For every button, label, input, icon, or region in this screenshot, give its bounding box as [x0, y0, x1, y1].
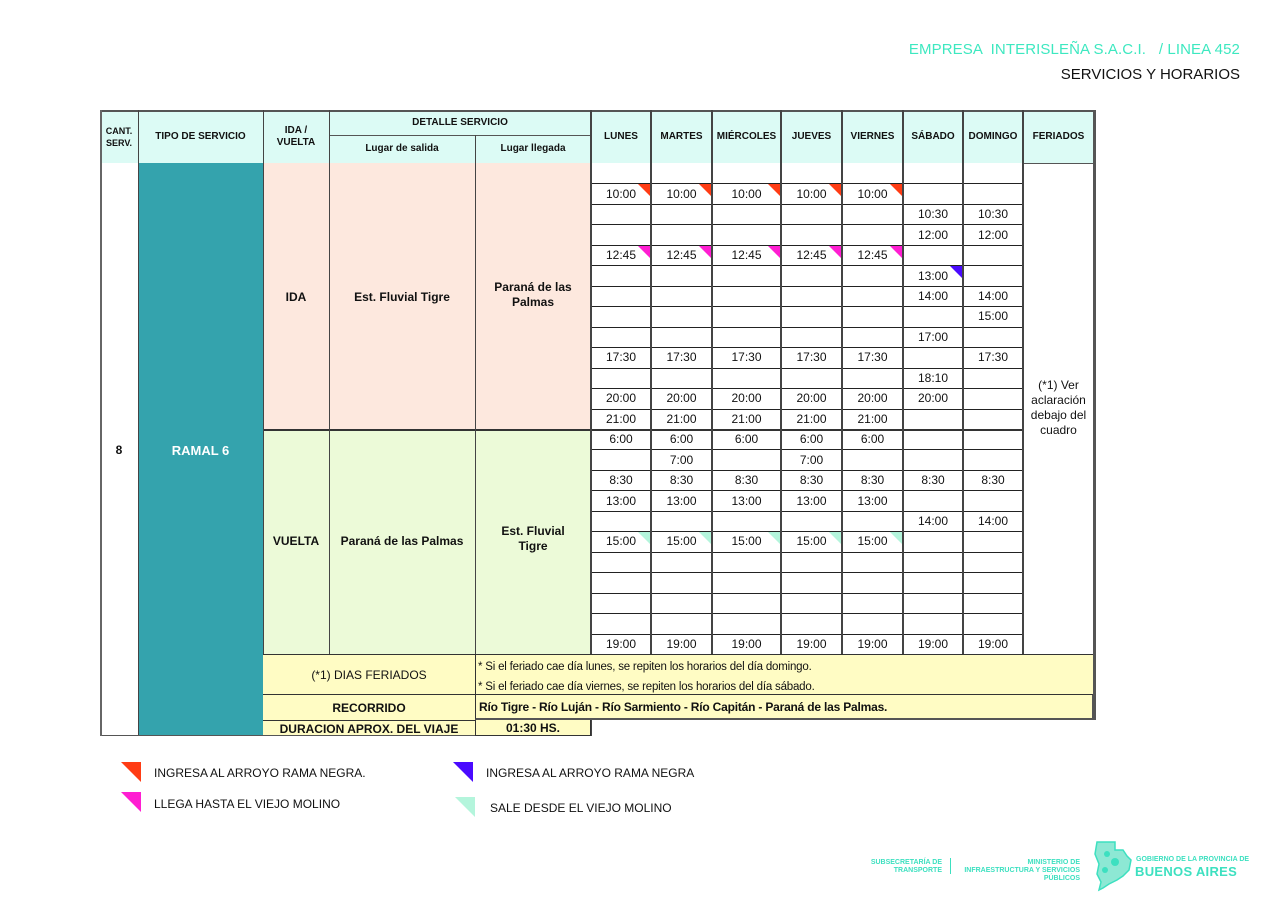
vuelta-time-cell: 13:00	[781, 490, 842, 510]
vuelta-time-cell: 19:00	[781, 634, 842, 654]
vuelta-time-cell	[712, 572, 781, 592]
header-day-label: MIÉRCOLES	[716, 130, 777, 142]
vuelta-time-cell	[651, 552, 712, 572]
vuelta-time-cell	[963, 613, 1023, 633]
ida-time-cell	[651, 163, 712, 183]
ida-time-cell	[591, 286, 651, 306]
column-line	[902, 110, 904, 654]
row-line	[591, 265, 1023, 266]
row-line	[591, 306, 1023, 307]
ida-time-cell: 12:45	[712, 245, 781, 265]
ida-time-cell: 12:00	[903, 224, 963, 244]
ida-time-cell	[591, 327, 651, 347]
column-line	[962, 110, 964, 654]
vuelta-time-cell: 8:30	[842, 470, 903, 490]
ida-time-cell	[651, 327, 712, 347]
vuelta-time-cell	[963, 552, 1023, 572]
vuelta-time-cell: 15:00	[781, 531, 842, 551]
ida-time-cell: 13:00	[903, 265, 963, 285]
row-line	[591, 572, 1023, 573]
vuelta-time-cell	[903, 449, 963, 469]
ida-time-cell	[651, 204, 712, 224]
ida-time-cell: 12:45	[781, 245, 842, 265]
ida-time-cell	[903, 183, 963, 203]
ida-time-cell: 21:00	[842, 409, 903, 429]
ida-time-cell	[842, 368, 903, 388]
ida-time-cell	[903, 347, 963, 367]
legend-label: INGRESA AL ARROYO RAMA NEGRA.	[154, 766, 366, 780]
ida-time-cell: 12:45	[651, 245, 712, 265]
vuelta-time-cell	[903, 490, 963, 510]
vuelta-time-cell	[781, 552, 842, 572]
ida-time-cell	[963, 245, 1023, 265]
ida-time-cell	[963, 163, 1023, 183]
vuelta-time-cell	[712, 449, 781, 469]
ida-time-cell: 20:00	[781, 388, 842, 408]
column-line	[780, 110, 782, 654]
vuelta-salida: Paraná de las Palmas	[340, 534, 464, 548]
header-ida-vuelta	[263, 110, 329, 163]
vuelta-time-cell: 19:00	[842, 634, 903, 654]
ida-time-cell	[781, 163, 842, 183]
ida-time-cell	[781, 306, 842, 326]
vuelta-time-cell: 19:00	[903, 634, 963, 654]
ministerio-logo-text: MINISTERIO DE INFRAESTRUCTURA Y SERVICIOS PÚBLICOS	[964, 859, 1080, 882]
column-line	[138, 110, 139, 736]
vuelta-time-cell	[651, 511, 712, 531]
header-day-label: JUEVES	[791, 130, 832, 142]
column-line	[329, 110, 330, 135]
table-border	[1093, 110, 1095, 720]
ida-time-cell	[842, 224, 903, 244]
viejo-molino-llega-legend-icon	[121, 792, 141, 812]
company-title: EMPRESA INTERISLEÑA S.A.C.I. / LINEA 452	[908, 41, 1240, 58]
ida-time-cell	[781, 327, 842, 347]
vuelta-time-cell	[651, 572, 712, 592]
header-tipo-servicio	[138, 110, 263, 163]
ida-time-cell: 21:00	[591, 409, 651, 429]
ida-time-cell: 21:00	[712, 409, 781, 429]
column-line	[263, 110, 264, 736]
row-line	[591, 327, 1023, 328]
ida-time-cell: 18:10	[903, 368, 963, 388]
vuelta-time-cell	[842, 449, 903, 469]
ida-time-cell: 21:00	[781, 409, 842, 429]
buenos-aires-logo-text: BUENOS AIRES	[1135, 864, 1238, 879]
ida-time-cell	[591, 204, 651, 224]
ida-time-cell	[591, 265, 651, 285]
vuelta-time-cell	[591, 593, 651, 613]
vuelta-time-cell	[903, 613, 963, 633]
row-line	[591, 286, 1023, 287]
vuelta-time-cell	[903, 429, 963, 449]
ida-time-cell	[963, 327, 1023, 347]
ida-time-cell	[712, 224, 781, 244]
vuelta-time-cell: 13:00	[651, 490, 712, 510]
column-line	[841, 110, 843, 654]
ida-time-cell	[781, 224, 842, 244]
ida-time-cell: 10:00	[781, 183, 842, 203]
ida-time-cell	[842, 327, 903, 347]
vuelta-time-cell	[781, 572, 842, 592]
vuelta-time-cell	[781, 613, 842, 633]
header-ida-vuelta-label: IDA / VUELTA	[276, 124, 316, 148]
vuelta-time-cell	[712, 552, 781, 572]
ida-time-cell: 12:45	[591, 245, 651, 265]
row-line	[591, 449, 1023, 450]
ida-time-cell	[712, 265, 781, 285]
ida-time-cell	[651, 265, 712, 285]
feriados-rule: * Si el feriado cae día lunes, se repiten los horarios del día domingo.	[478, 661, 812, 673]
section-divider	[263, 429, 591, 431]
vuelta-time-cell	[712, 511, 781, 531]
vuelta-time-cell: 13:00	[712, 490, 781, 510]
vuelta-time-cell: 15:00	[591, 531, 651, 551]
vuelta-time-cell: 8:30	[781, 470, 842, 490]
ida-time-cell	[842, 163, 903, 183]
header-day-5	[903, 110, 963, 163]
province-map-icon	[1093, 840, 1133, 892]
header-lugar-llegada	[475, 135, 591, 163]
vuelta-time-cell	[963, 490, 1023, 510]
row-line	[591, 531, 1023, 532]
ida-time-cell	[651, 368, 712, 388]
ida-time-cell	[651, 306, 712, 326]
row-line	[591, 183, 1023, 184]
vuelta-time-cell: 13:00	[591, 490, 651, 510]
vuelta-time-cell	[591, 552, 651, 572]
ida-time-cell: 20:00	[651, 388, 712, 408]
row-line	[591, 204, 1023, 205]
header-day-label: MARTES	[660, 130, 703, 142]
row-line	[591, 368, 1023, 369]
vuelta-time-cell	[903, 531, 963, 551]
header-tipo-servicio-label: TIPO DE SERVICIO	[155, 130, 246, 142]
rama-negra-red-legend-icon	[121, 762, 141, 782]
row-line	[591, 490, 1023, 491]
vuelta-time-cell: 15:00	[651, 531, 712, 551]
ida-time-cell	[963, 265, 1023, 285]
ida-time-cell: 17:30	[842, 347, 903, 367]
ida-time-cell: 10:00	[591, 183, 651, 203]
duracion-value: 01:30 HS.	[475, 720, 591, 736]
ida-time-cell	[963, 409, 1023, 429]
vuelta-time-cell	[963, 531, 1023, 551]
header-detalle-servicio-label: DETALLE SERVICIO	[412, 116, 508, 128]
row-line	[591, 593, 1023, 594]
ida-time-cell	[651, 224, 712, 244]
ida-time-cell	[963, 388, 1023, 408]
ida-time-cell	[903, 245, 963, 265]
ida-salida: Est. Fluvial Tigre	[354, 290, 450, 304]
header-cant-serv	[100, 110, 138, 163]
vuelta-time-cell	[842, 552, 903, 572]
vuelta-time-cell: 14:00	[963, 511, 1023, 531]
vuelta-time-cell: 14:00	[903, 511, 963, 531]
ida-time-cell: 10:30	[903, 204, 963, 224]
vuelta-time-cell: 6:00	[651, 429, 712, 449]
vuelta-time-cell	[903, 593, 963, 613]
vuelta-time-cell	[903, 552, 963, 572]
ida-time-cell: 17:30	[712, 347, 781, 367]
vuelta-time-cell: 8:30	[591, 470, 651, 490]
page-title: SERVICIOS Y HORARIOS	[1060, 66, 1240, 83]
vuelta-time-cell	[651, 613, 712, 633]
vuelta-time-cell	[781, 511, 842, 531]
ida-time-cell	[903, 306, 963, 326]
logo-divider	[950, 858, 951, 874]
ida-time-cell	[591, 224, 651, 244]
ida-time-cell	[712, 286, 781, 306]
vuelta-time-cell	[842, 511, 903, 531]
header-feriados-label: FERIADOS	[1032, 130, 1085, 142]
ida-time-cell	[781, 204, 842, 224]
header-lugar-llegada-label: Lugar llegada	[500, 143, 566, 154]
header-day-4	[842, 110, 903, 163]
ida-time-cell: 14:00	[963, 286, 1023, 306]
ida-time-cell	[712, 204, 781, 224]
vuelta-time-cell	[591, 449, 651, 469]
vuelta-time-cell: 6:00	[781, 429, 842, 449]
vuelta-time-cell: 8:30	[903, 470, 963, 490]
legend-label: INGRESA AL ARROYO RAMA NEGRA	[486, 766, 695, 780]
vuelta-time-cell	[842, 572, 903, 592]
legend-label: LLEGA HASTA EL VIEJO MOLINO	[154, 797, 341, 811]
ida-time-cell	[781, 368, 842, 388]
vuelta-time-cell	[963, 429, 1023, 449]
vuelta-time-cell	[963, 572, 1023, 592]
ida-time-cell	[712, 368, 781, 388]
viejo-molino-sale-legend-icon	[455, 797, 475, 817]
column-line	[711, 110, 713, 654]
duracion-label: DURACION APROX. DEL VIAJE	[263, 720, 475, 736]
vuelta-time-cell: 7:00	[651, 449, 712, 469]
ida-time-cell	[842, 306, 903, 326]
vuelta-time-cell: 7:00	[781, 449, 842, 469]
column-line	[329, 110, 330, 654]
header-day-6	[963, 110, 1023, 163]
ida-time-cell: 20:00	[591, 388, 651, 408]
row-line	[591, 634, 1023, 635]
ida-time-cell: 20:00	[903, 388, 963, 408]
ida-time-cell: 20:00	[712, 388, 781, 408]
row-line	[591, 511, 1023, 512]
column-line	[475, 135, 476, 736]
table-border	[100, 110, 102, 736]
gobierno-logo-text: GOBIERNO DE LA PROVINCIA DE	[1136, 856, 1250, 863]
vuelta-time-cell	[781, 593, 842, 613]
ida-time-cell: 10:00	[651, 183, 712, 203]
ida-time-cell	[963, 183, 1023, 203]
ida-time-cell	[842, 204, 903, 224]
feriados-footer-notes	[475, 654, 1094, 694]
ida-time-cell: 17:30	[591, 347, 651, 367]
header-lugar-salida-label: Lugar de salida	[365, 143, 439, 154]
vuelta-time-cell: 6:00	[842, 429, 903, 449]
ida-time-cell: 10:30	[963, 204, 1023, 224]
vuelta-time-cell: 8:30	[651, 470, 712, 490]
row-line	[591, 409, 1023, 410]
row-line	[591, 552, 1023, 553]
ida-time-cell: 17:30	[781, 347, 842, 367]
ida-time-cell	[903, 163, 963, 183]
ida-time-cell	[591, 306, 651, 326]
header-detalle-servicio	[329, 110, 591, 135]
ida-time-cell	[651, 286, 712, 306]
vuelta-time-cell	[712, 613, 781, 633]
feriados-rule: * Si el feriado cae día viernes, se repiten los horarios del día sábado.	[478, 681, 815, 693]
ida-time-cell: 21:00	[651, 409, 712, 429]
column-line	[650, 110, 652, 654]
ida-time-cell: 17:00	[903, 327, 963, 347]
header-day-0	[591, 110, 651, 163]
header-lugar-salida	[329, 135, 475, 163]
ida-label: IDA	[285, 290, 307, 304]
header-day-1	[651, 110, 712, 163]
vuelta-time-cell: 15:00	[712, 531, 781, 551]
legend-label: SALE DESDE EL VIEJO MOLINO	[490, 801, 672, 815]
vuelta-time-cell: 19:00	[712, 634, 781, 654]
ida-llegada: Paraná de las Palmas	[494, 280, 572, 309]
vuelta-time-cell: 13:00	[842, 490, 903, 510]
ida-time-cell	[842, 265, 903, 285]
header-day-label: SÁBADO	[911, 130, 955, 142]
row-line	[591, 347, 1023, 348]
ida-time-cell: 14:00	[903, 286, 963, 306]
vuelta-time-cell	[591, 613, 651, 633]
vuelta-time-cell: 19:00	[963, 634, 1023, 654]
vuelta-time-cell: 6:00	[712, 429, 781, 449]
ida-time-cell: 12:45	[842, 245, 903, 265]
vuelta-time-cell	[651, 593, 712, 613]
rama-negra-blue-legend-icon	[453, 762, 473, 782]
vuelta-llegada: Est. Fluvial Tigre	[501, 524, 565, 553]
vuelta-time-cell	[842, 613, 903, 633]
vuelta-time-cell	[963, 593, 1023, 613]
ida-time-cell	[903, 409, 963, 429]
vuelta-time-cell	[963, 449, 1023, 469]
header-day-label: LUNES	[604, 130, 638, 142]
recorrido-value: Río Tigre - Río Luján - Río Sarmiento - Río Capitán - Paraná de las Palmas.	[475, 694, 1094, 720]
ida-time-cell	[591, 368, 651, 388]
vuelta-time-cell: 8:30	[963, 470, 1023, 490]
row-line	[591, 429, 1023, 431]
vuelta-time-cell	[842, 593, 903, 613]
vuelta-time-cell	[591, 572, 651, 592]
ida-time-cell: 10:00	[842, 183, 903, 203]
ida-time-cell	[591, 163, 651, 183]
ida-time-cell	[963, 368, 1023, 388]
ida-time-cell	[712, 306, 781, 326]
ramal-label: RAMAL 6	[171, 442, 230, 458]
vuelta-time-cell: 15:00	[842, 531, 903, 551]
vuelta-label: VUELTA	[272, 534, 320, 548]
row-line	[591, 245, 1023, 246]
recorrido-label: RECORRIDO	[263, 694, 475, 720]
ida-time-cell: 17:30	[651, 347, 712, 367]
table-border	[100, 110, 1094, 112]
ida-time-cell	[781, 286, 842, 306]
ida-time-cell	[712, 327, 781, 347]
row-line	[591, 470, 1023, 471]
vuelta-time-cell: 19:00	[651, 634, 712, 654]
subsecretaria-logo-text: SUBSECRETARÍA DE TRANSPORTE	[870, 859, 942, 874]
row-line	[591, 224, 1023, 225]
feriados-footer-label: (*1) DIAS FERIADOS	[263, 654, 475, 694]
ida-time-cell: 10:00	[712, 183, 781, 203]
row-line	[591, 388, 1023, 389]
header-day-label: DOMINGO	[968, 130, 1018, 142]
header-cant-serv-label: CANT. SERV.	[105, 125, 133, 148]
vuelta-time-cell: 19:00	[591, 634, 651, 654]
ida-time-cell	[712, 163, 781, 183]
header-day-3	[781, 110, 842, 163]
vuelta-time-cell: 8:30	[712, 470, 781, 490]
vuelta-time-cell	[591, 511, 651, 531]
header-feriados	[1023, 110, 1094, 163]
header-day-2	[712, 110, 781, 163]
ida-time-cell: 17:30	[963, 347, 1023, 367]
ida-time-cell: 15:00	[963, 306, 1023, 326]
ida-time-cell: 20:00	[842, 388, 903, 408]
vuelta-time-cell	[903, 572, 963, 592]
table-border	[475, 735, 591, 736]
column-line	[590, 110, 592, 736]
ida-time-cell: 12:00	[963, 224, 1023, 244]
ida-time-cell	[842, 286, 903, 306]
table-border	[100, 735, 475, 736]
ida-time-cell	[781, 265, 842, 285]
header-day-label: VIERNES	[850, 130, 895, 142]
row-line	[591, 613, 1023, 614]
vuelta-time-cell	[712, 593, 781, 613]
cant-serv-value: 8	[115, 443, 123, 457]
vuelta-time-cell: 6:00	[591, 429, 651, 449]
feriados-note: (*1) Ver aclaración debajo del cuadro	[1030, 378, 1087, 437]
table-border	[329, 135, 591, 136]
